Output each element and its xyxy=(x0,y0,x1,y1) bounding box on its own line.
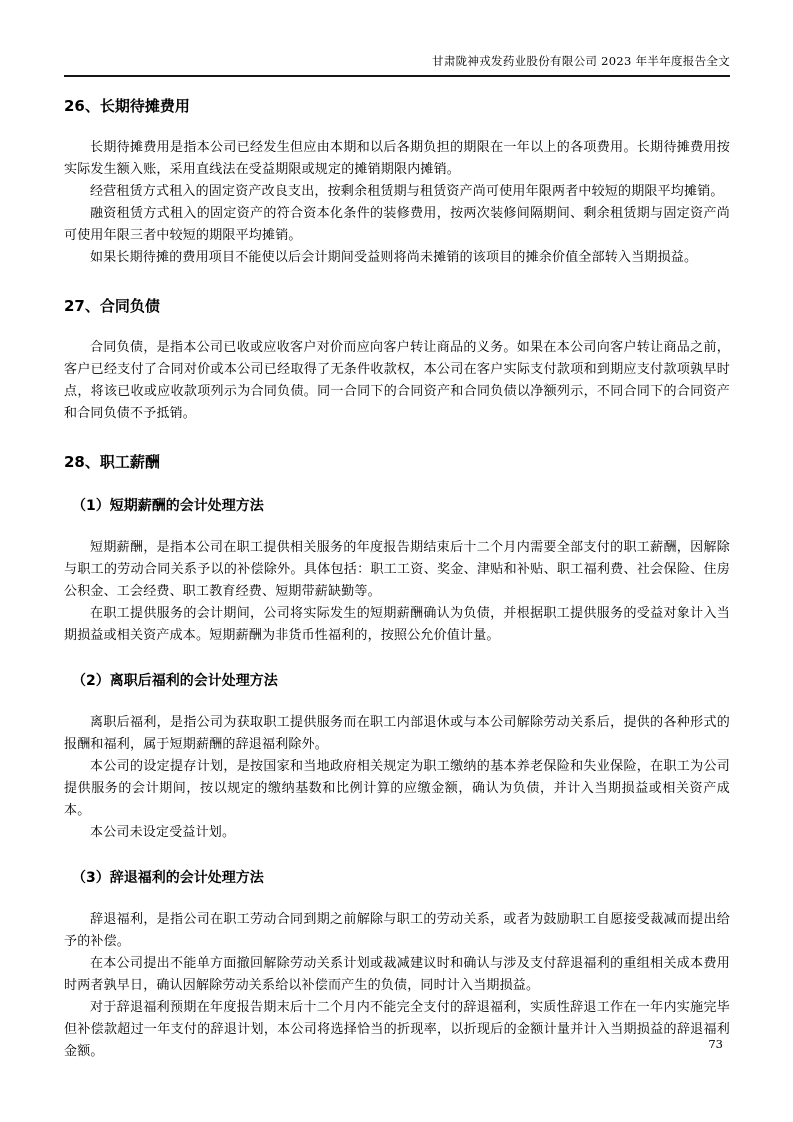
subsection-3-paragraph-3: 对于辞退福利预期在年度报告期末后十二个月内不能完全支付的辞退福利，实质性辞退工作在一年内实施完毕但补偿款超过一年支付的辞退计划，本公司将选择恰当的折现率，以折现后的金额计量并计入当期损益的辞退福利金额。 xyxy=(64,1000,730,1059)
section-27-heading: 27、合同负债 xyxy=(64,297,160,315)
header-title: 甘肃陇神戎发药业股份有限公司 2023 年半年度报告全文 xyxy=(432,54,730,68)
subsection-1-heading: （1）短期薪酬的会计处理方法 xyxy=(72,498,264,514)
subsection-3-heading: （3）辞退福利的会计处理方法 xyxy=(72,870,264,886)
subsection-1-paragraph-1: 短期薪酬，是指本公司在职工提供相关服务的年度报告期结束后十二个月内需要全部支付的职工薪酬，因解除与职工的劳动合同关系予以的补偿除外。具体包括：职工工资、奖金、津贴和补贴、职工福利费、社会保险、住房公积金、工会经费、职工教育经费、短期带薪缺勤等。 xyxy=(64,540,730,599)
subsection-2-paragraph-2: 本公司的设定提存计划，是按国家和当地政府相关规定为职工缴纳的基本养老保险和失业保险，在职工为公司提供服务的会计期间，按以规定的缴纳基数和比例计算的应缴金额，确认为负债，并计入当期损益或相关资产成本。 xyxy=(64,759,730,818)
section-26-heading: 26、长期待摊费用 xyxy=(64,97,190,115)
section-27-paragraph-1: 合同负债，是指本公司已收或应收客户对价而应向客户转让商品的义务。如果在本公司向客户转让商品之前，客户已经支付了合同对价或本公司已经取得了无条件收款权，本公司在客户实际支付款项和到期应支付款项孰早时点，将该已收或应收款项列示为合同负债。同一合同下的合同资产和合同负债以净额列示，不同合同下的合同资产和合同负债不予抵销。 xyxy=(64,340,730,421)
section-26-paragraph-4: 如果长期待摊的费用项目不能使以后会计期间受益则将尚未摊销的该项目的摊余价值全部转入当期损益。 xyxy=(90,250,698,265)
subsection-2-paragraph-1: 离职后福利，是指公司为获取职工提供服务而在职工内部退休或与本公司解除劳动关系后，提供的各种形式的报酬和福利，属于短期薪酬的辞退福利除外。 xyxy=(64,715,730,752)
page-header xyxy=(64,54,730,77)
subsection-2-paragraph-3: 本公司未设定受益计划。 xyxy=(90,825,236,840)
page-content xyxy=(64,96,730,1063)
section-26-paragraph-2: 经营租赁方式租入的固定资产改良支出，按剩余租赁期与租赁资产尚可使用年限两者中较短的期限平均摊销。 xyxy=(90,184,724,199)
subsection-3-paragraph-1: 辞退福利，是指公司在职工劳动合同到期之前解除与职工的劳动关系，或者为鼓励职工自愿接受裁减而提出给予的补偿。 xyxy=(64,912,730,949)
subsection-1-paragraph-2: 在职工提供服务的会计期间，公司将实际发生的短期薪酬确认为负债，并根据职工提供服务的受益对象计入当期损益或相关资产成本。短期薪酬为非货币性福利的，按照公允价值计量。 xyxy=(64,606,730,643)
section-26-paragraph-3: 融资租赁方式租入的固定资产的符合资本化条件的装修费用，按两次装修间隔期间、剩余租赁期与固定资产尚可使用年限三者中较短的期限平均摊销。 xyxy=(64,206,730,243)
subsection-3-paragraph-2: 在本公司提出不能单方面撤回解除劳动关系计划或裁减建议时和确认与涉及支付辞退福利的重组相关成本费用时两者孰早日，确认因解除劳动关系给以补偿而产生的负债，同时计入当期损益。 xyxy=(64,956,730,993)
subsection-2-heading: （2）离职后福利的会计处理方法 xyxy=(72,673,278,689)
section-28-heading: 28、职工薪酬 xyxy=(64,453,160,471)
page-number: 73 xyxy=(708,1037,723,1051)
section-26-paragraph-1: 长期待摊费用是指本公司已经发生但应由本期和以后各期负担的期限在一年以上的各项费用。长期待摊费用按实际发生额入账，采用直线法在受益期限或规定的摊销期限内摊销。 xyxy=(64,140,730,177)
